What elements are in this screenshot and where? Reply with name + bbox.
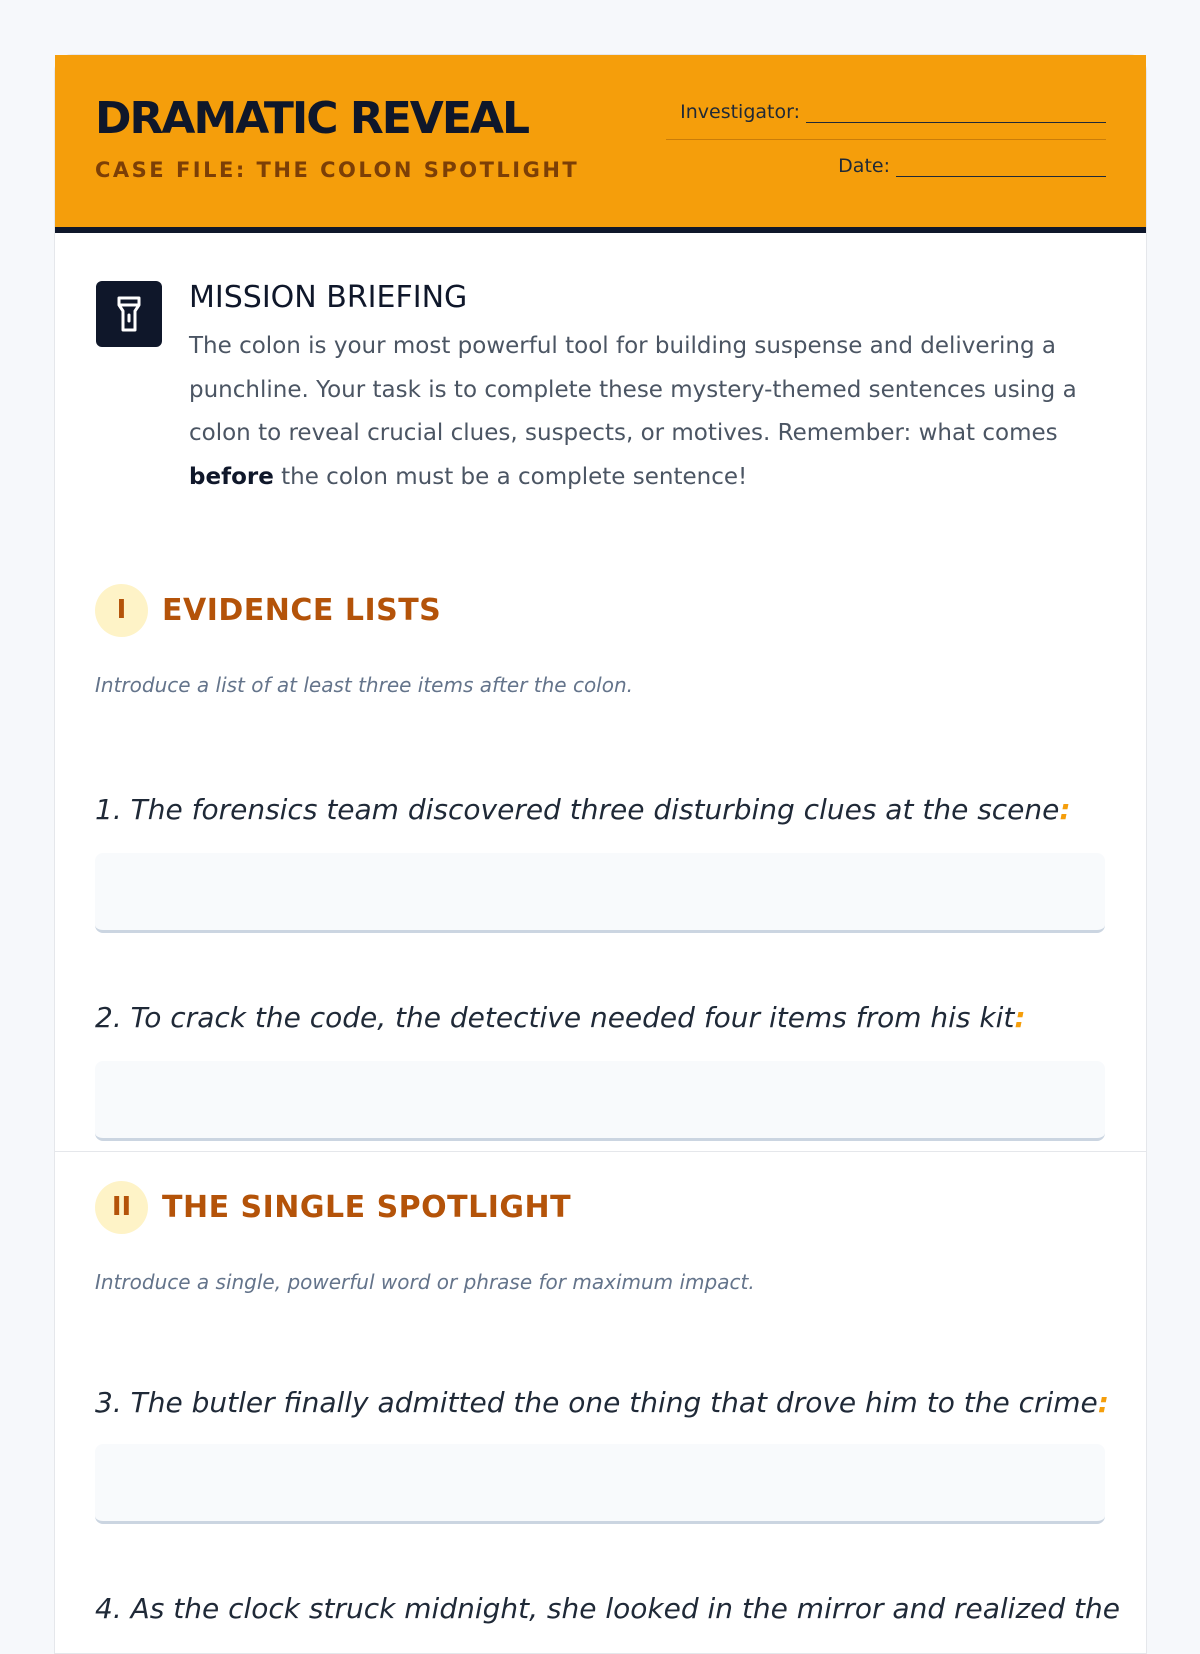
flashlight-icon: [96, 281, 162, 347]
date-blank[interactable]: [896, 157, 1106, 177]
section-header: [95, 1180, 1106, 1234]
briefing-text-bold: before: [189, 463, 274, 490]
worksheet-title: DRAMATIC REVEAL: [95, 93, 529, 144]
section-numeral: I: [95, 584, 148, 637]
section-instruction: Introduce a single, powerful word or phrase for maximum impact.: [95, 1270, 755, 1294]
section-evidence-lists: [95, 583, 1106, 1034]
question-text: 2. To crack the code, the detective needed four items from his kit: [95, 1001, 1015, 1034]
answer-field-2[interactable]: [95, 1061, 1105, 1141]
worksheet-header: [55, 55, 1146, 233]
worksheet: [54, 54, 1147, 1654]
section-title: THE SINGLE SPOTLIGHT: [162, 1189, 572, 1225]
briefing-text: [189, 325, 1109, 499]
colon-mark: :: [1097, 1386, 1109, 1419]
worksheet-subtitle: CASE FILE: THE COLON SPOTLIGHT: [95, 158, 580, 182]
meta-divider: [666, 139, 1106, 140]
briefing-text-part2: the colon must be a complete sentence!: [273, 463, 748, 490]
question-3: [95, 1386, 1109, 1419]
section-single-spotlight: [95, 1180, 1121, 1625]
briefing-heading: MISSION BRIEFING: [189, 280, 468, 315]
question-text: 3. The butler finally admitted the one thing that drove him to the crime: [95, 1386, 1098, 1419]
section-header: [95, 583, 1106, 637]
question-text: 1. The forensics team discovered three disturbing clues at the scene: [95, 793, 1060, 826]
answer-field-3[interactable]: [95, 1444, 1105, 1524]
section-instruction: Introduce a list of at least three items after the colon.: [95, 673, 634, 697]
section-divider: [55, 1151, 1146, 1152]
answer-field-1[interactable]: [95, 853, 1105, 933]
section-numeral: II: [95, 1181, 148, 1234]
investigator-blank[interactable]: [806, 103, 1106, 123]
colon-mark: :: [1059, 793, 1071, 826]
investigator-label: Investigator:: [680, 101, 800, 123]
date-field[interactable]: [838, 155, 1106, 177]
question-2: [95, 1001, 1026, 1034]
question-4: [95, 1592, 1120, 1625]
colon-mark: :: [1014, 1001, 1026, 1034]
mission-briefing: [55, 233, 1146, 533]
briefing-text-part1: The colon is your most powerful tool for building suspense and delivering a punchline. Your task is to complete these mystery-themed sentences using a colon to reveal crucial clues, suspects, or motives. Remember: what comes: [189, 333, 1077, 446]
date-label: Date:: [838, 155, 890, 177]
investigator-field[interactable]: [680, 101, 1106, 123]
question-text: 4. As the clock struck midnight, she looked in the mirror and realized the: [95, 1592, 1121, 1625]
section-title: EVIDENCE LISTS: [162, 592, 442, 628]
question-1: [95, 793, 1071, 826]
